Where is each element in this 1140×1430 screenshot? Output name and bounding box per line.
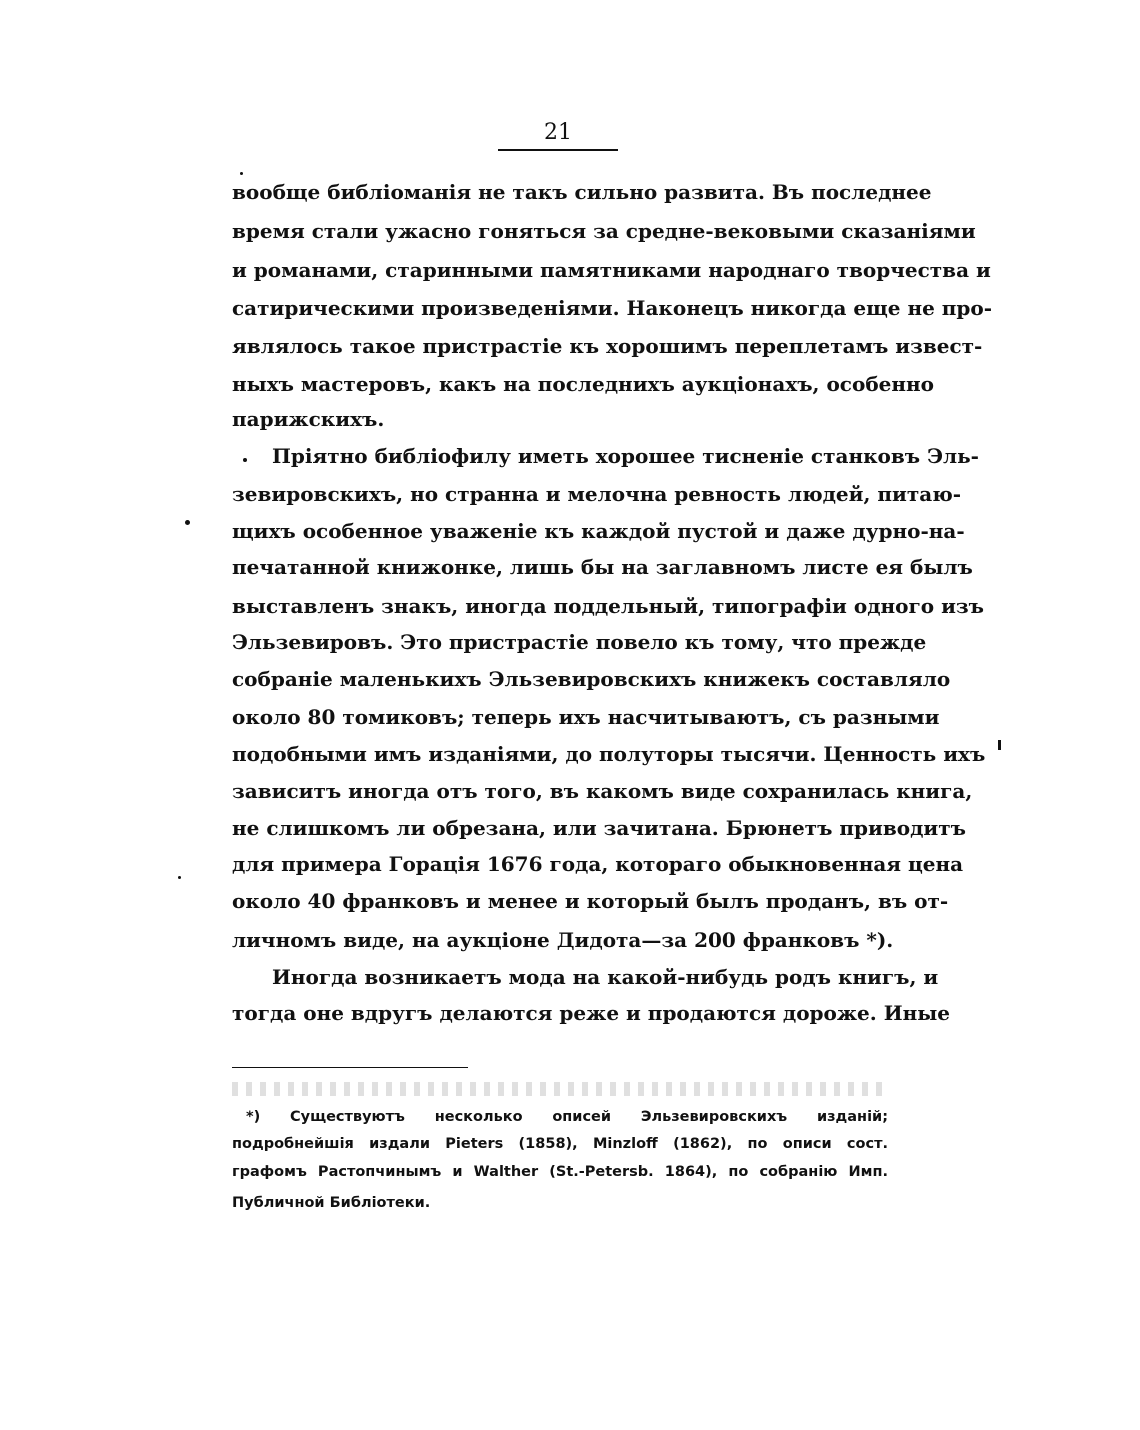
body-line: подобными имъ изданіями, до полуторы тысячи. Ценность ихъ [232, 742, 986, 766]
body-line: время стали ужасно гоняться за средне-вековыми сказаніями [232, 219, 976, 243]
bleed-through-mark [232, 1082, 888, 1096]
ink-speck [185, 520, 190, 525]
body-line: выставленъ знакъ, иногда поддельный, типографіи одного изъ [232, 594, 985, 618]
footnote-line: графомъ Растопчинымъ и Walther (St.-Petersb. 1864), по собранію Имп. [232, 1164, 888, 1180]
body-line: Пріятно библіофилу иметь хорошее тисненіе станковъ Эль- [272, 444, 979, 468]
footnote-line: *) Существуютъ несколько описей Эльзевировскихъ изданій; [246, 1109, 888, 1125]
body-line: вообще библіоманія не такъ сильно развита. Въ последнее [232, 180, 932, 204]
body-line: ныхъ мастеровъ, какъ на последнихъ аукціонахъ, особенно [232, 372, 935, 396]
body-line: собраніе маленькихъ Эльзевировскихъ книжекъ составляло [232, 667, 951, 691]
body-line: являлось такое пристрастіе къ хорошимъ переплетамъ извест- [232, 334, 983, 358]
body-line: сатирическими произведеніями. Наконецъ никогда еще не про- [232, 296, 993, 320]
page-number: 21 [544, 120, 572, 145]
body-line: печатанной книжонке, лишь бы на заглавномъ листе ея былъ [232, 555, 973, 579]
footnote-line: подробнейшія издали Pieters (1858), Minzloff (1862), по описи сост. [232, 1136, 888, 1152]
body-line: около 40 франковъ и менее и который былъ проданъ, въ от- [232, 889, 949, 913]
body-line: зависитъ иногда отъ того, въ какомъ виде сохранилась книга, [232, 779, 973, 803]
body-line: личномъ виде, на аукціоне Дидота—за 200 франковъ *). [232, 928, 894, 952]
ink-speck [178, 876, 181, 879]
body-line: около 80 томиковъ; теперь ихъ насчитываютъ, съ разными [232, 705, 940, 729]
body-line: Эльзевировъ. Это пристрастіе повело къ тому, что прежде [232, 630, 927, 654]
body-line: не слишкомъ ли обрезана, или зачитана. Брюнетъ приводитъ [232, 816, 966, 840]
footnote-line: Публичной Библіотеки. [232, 1195, 431, 1211]
body-line: для примера Горація 1676 года, котораго обыкновенная цена [232, 852, 964, 876]
body-line: Иногда возникаетъ мода на какой-нибудь родъ книгъ, и [272, 965, 939, 989]
ink-speck [243, 458, 247, 462]
body-line: зевировскихъ, но странна и мелочна ревность людей, питаю- [232, 482, 962, 506]
body-line: парижскихъ. [232, 407, 385, 431]
footnote-rule [232, 1067, 468, 1068]
body-line: тогда оне вдругъ делаются реже и продаются дороже. Иные [232, 1001, 951, 1025]
ink-speck [240, 172, 243, 175]
ink-speck [998, 740, 1001, 750]
page-number-rule [498, 149, 618, 151]
body-line: щихъ особенное уваженіе къ каждой пустой и даже дурно-на- [232, 519, 965, 543]
body-line: и романами, старинными памятниками народнаго творчества и [232, 258, 991, 282]
